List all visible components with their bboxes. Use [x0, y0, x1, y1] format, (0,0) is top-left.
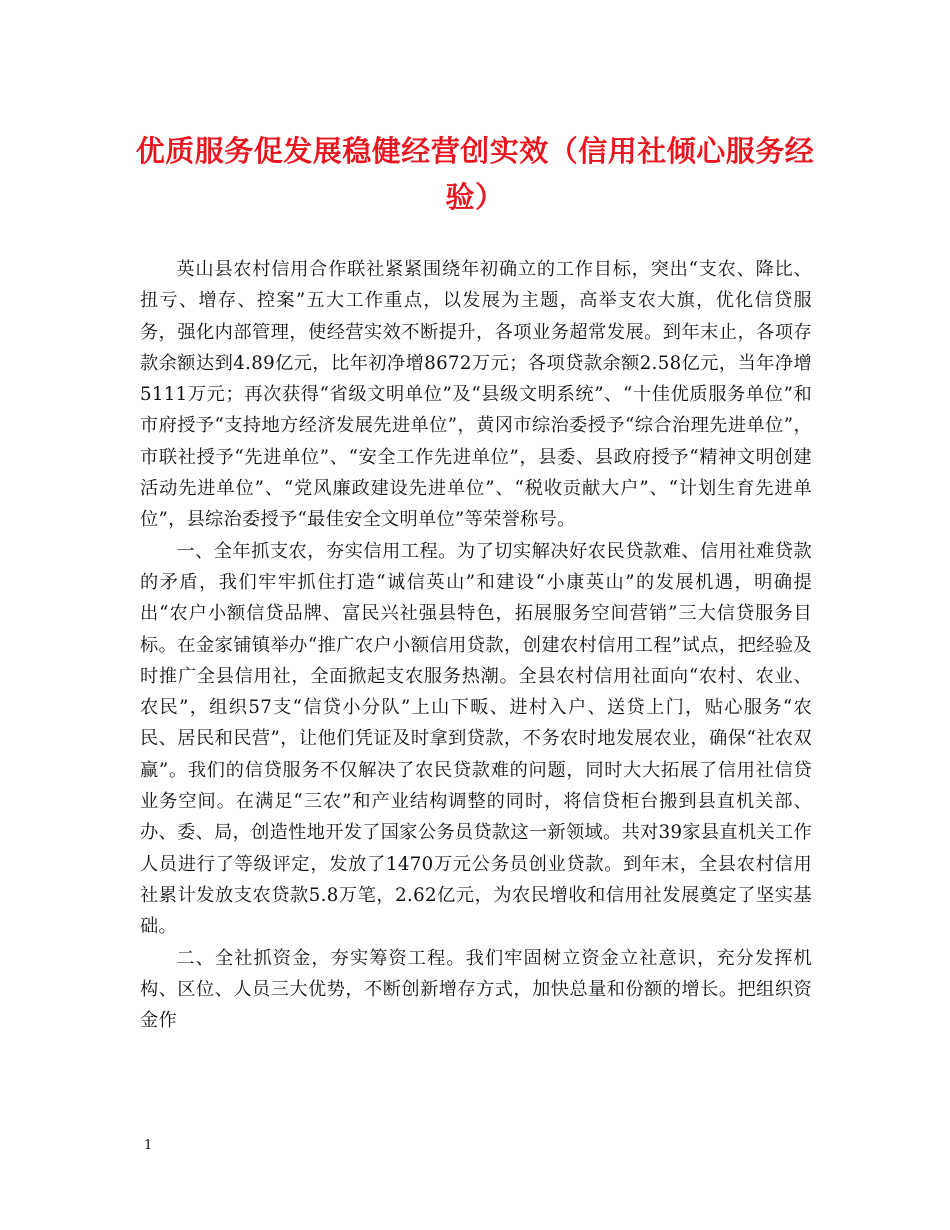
paragraph-section-one: 一、全年抓支农，夯实信用工程。为了切实解决好农民贷款难、信用社难贷款的矛盾，我们牢牢抓住打造“诚信英山”和建设“小康英山”的发展机遇，明确提出“农户小额信贷品牌、富民兴社强县特色，拓展服务空间营销”三大信贷服务目标。在金家铺镇举办“推广农户小额信用贷款，创建农村信用工程”试点，把经验及时推广全县信用社，全面掀起支农服务热潮。全县农村信用社面向“农村、农业、农民”，组织57支“信贷小分队”上山下畈、进村入户、送贷上门，贴心服务“农民、居民和民营”，让他们凭证及时拿到贷款，不务农时地发展农业，确保“社农双赢”。我们的信贷服务不仅解决了农民贷款难的问题，同时大大拓展了信用社信贷业务空间。在满足“三农”和产业结构调整的同时，将信贷柜台搬到县直机关部、办、委、局，创造性地开发了国家公务员贷款这一新领域。共对39家县直机关工作人员进行了等级评定，发放了1470万元公务员创业贷款。到年末，全县农村信用社累计发放支农贷款5.8万笔，2.62亿元，为农民增收和信用社发展奠定了坚实基础。	[140, 540, 812, 938]
document-title: 优质服务促发展稳健经营创实效（信用社倾心服务经验）	[135, 134, 815, 214]
paragraph-intro: 英山县农村信用合作联社紧紧围绕年初确立的工作目标，突出“支农、降比、扭亏、增存、控案”五大工作重点，以发展为主题，高举支农大旗，优化信贷服务，强化内部管理，使经营实效不断提升，各项业务超常发展。到年末止，各项存款余额达到4.89亿元，比年初净增8672万元；各项贷款余额2.58亿元，当年净增5111万元；再次获得“省级文明单位”及“县级文明系统”、“十佳优质服务单位”和市府授予“支持地方经济发展先进单位”，黄冈市综治委授予“综合治理先进单位”，市联社授予“先进单位”、“安全工作先进单位”，县委、县政府授予“精神文明创建活动先进单位”、“党风廉政建设先进单位”、“税收贡献大户”、“计划生育先进单位”，县综治委授予“最佳安全文明单位”等荣誉称号。	[140, 259, 812, 531]
document-body	[140, 254, 812, 1036]
page-number: 1	[144, 1138, 153, 1153]
paragraph-section-two: 二、全社抓资金，夯实筹资工程。我们牢固树立资金立社意识，充分发挥机构、区位、人员三大优势，不断创新增存方式，加快总量和份额的增长。把组织资金作	[140, 947, 812, 1032]
